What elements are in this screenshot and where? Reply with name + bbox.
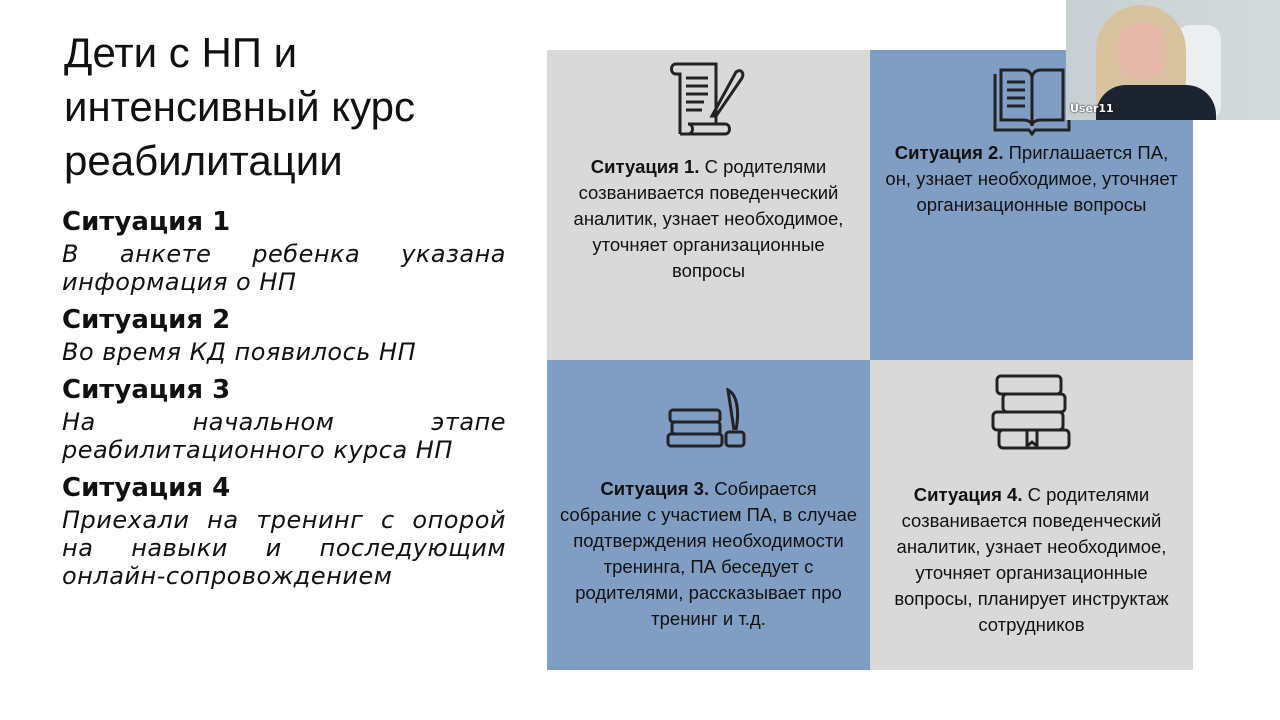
situations-grid	[547, 50, 1193, 670]
card-text: С родителями созванивается поведенческий аналитик, узнает необходимое, уточняет организационные вопросы	[573, 156, 844, 281]
participant-name: User11	[1070, 102, 1114, 115]
book-stack-icon	[987, 370, 1077, 454]
card-situation-4	[870, 360, 1193, 670]
card-text: Приглашается ПА, он, узнает необходимое, уточняет организационные вопросы	[885, 142, 1178, 215]
situation-text: Приехали на тренинг с опорой на навыки и последующим онлайн-сопровождением	[62, 506, 506, 590]
card-label: Ситуация 4.	[913, 484, 1023, 505]
situation-text: В анкете ребенка указана информация о НП	[62, 240, 506, 296]
situation-text: Во время КД появилось НП	[62, 338, 417, 366]
card-situation-1	[547, 50, 870, 360]
slide-title: Дети с НП и интенсивный курс реабилитации	[64, 29, 415, 184]
situation-heading: Ситуация 3	[62, 375, 231, 405]
card-label: Ситуация 2.	[894, 142, 1004, 163]
card-text: Собирается собрание с участием ПА, в случае подтверждения необходимости тренинга, ПА беседует с родителями, рассказывает про тренинг и т.д.	[559, 478, 858, 629]
situation-text: На начальном этапе реабилитационного курса НП	[62, 408, 506, 464]
scroll-quill-icon	[664, 60, 754, 144]
webcam-video-tile[interactable]	[1066, 0, 1280, 120]
books-inkwell-icon	[664, 370, 754, 454]
situation-heading: Ситуация 1	[62, 207, 231, 237]
situation-heading: Ситуация 2	[62, 305, 231, 335]
card-label: Ситуация 3.	[600, 478, 710, 499]
situation-heading: Ситуация 4	[62, 473, 231, 503]
card-situation-3	[547, 360, 870, 670]
open-book-icon	[987, 60, 1077, 144]
situations-list	[62, 204, 506, 596]
card-label: Ситуация 1.	[590, 156, 700, 177]
card-text: С родителями созванивается поведенческий аналитик, узнает необходимое, уточняет организационные вопросы, планирует инструктаж сотрудников	[894, 484, 1169, 635]
